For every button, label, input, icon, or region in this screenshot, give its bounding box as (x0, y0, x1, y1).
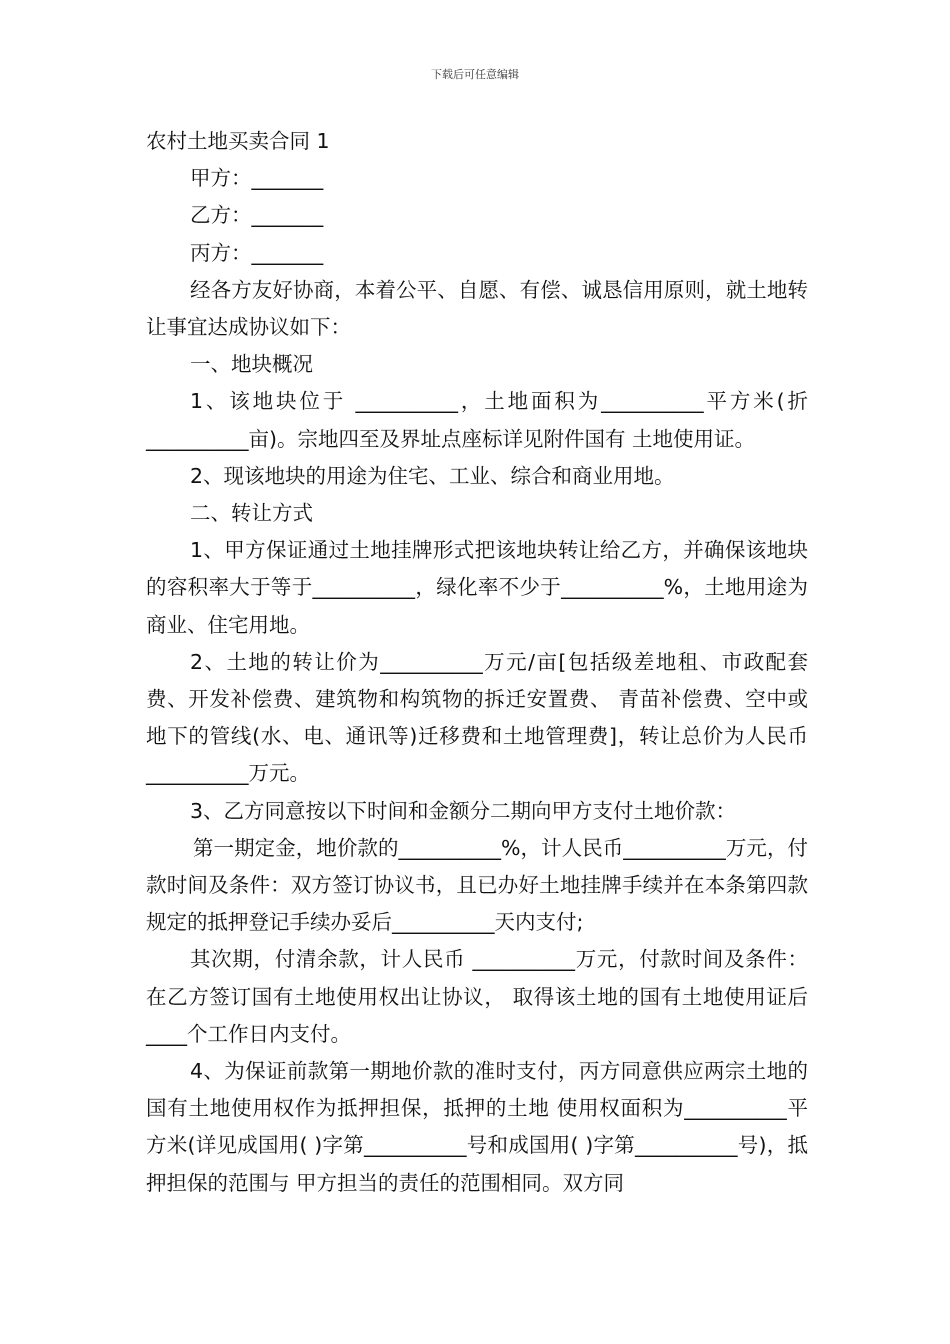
first-payment-paragraph: 第一期定金，地价款的__________%，计人民币__________万元，付款时间及条件：双方签订协议书，且已办好土地挂牌手续并在本条第四款规定的抵押登记手续办妥后__________天内支付; (146, 835, 808, 935)
party-b-line: 乙方：_______ (190, 203, 324, 228)
clause-1-1: 1、该地块位于 __________，土地面积为__________平方米(折__________亩)。宗地四至及界址点座标详见附件国有 土地使用证。 (146, 389, 808, 451)
section-heading-1: 一、地块概况 (190, 352, 313, 377)
header-note: 下载后可任意编辑 (431, 68, 519, 81)
section-heading-2: 二、转让方式 (190, 501, 313, 526)
document-title: 农村土地买卖合同 1 (146, 129, 330, 153)
clause-2-2: 2、土地的转让价为__________万元/亩[包括级差地租、市政配套费、开发补偿费、建筑物和构筑物的拆迁安置费、 青苗补偿费、空中或地下的管线(水、电、通讯等)迁移费和土地管理费]，转让总价为人民币__________万元。 (146, 649, 808, 786)
clause-2-4: 4、为保证前款第一期地价款的准时支付，丙方同意供应两宗土地的国有土地使用权作为抵押担保，抵押的土地 使用权面积为__________平方米(详见成国用( )字第__________号和成国用( )字第__________号)，抵押担保的范围与 甲方担当的责任的范围相同。双方同 (146, 1059, 808, 1195)
document-body (146, 123, 808, 1202)
second-payment-paragraph: 其次期，付清余款，计人民币 __________万元，付款时间及条件：在乙方签订国有土地使用权出让协议， 取得该土地的国有土地使用证后____个工作日内支付。 (146, 947, 808, 1046)
party-c-line: 丙方：_______ (190, 240, 324, 265)
clause-2-3: 3、乙方同意按以下时间和金额分二期向甲方支付土地价款： (190, 798, 737, 823)
clause-2-1: 1、甲方保证通过土地挂牌形式把该地块转让给乙方，并确保该地块的容积率大于等于__________，绿化率不少于__________%，土地用途为商业、住宅用地。 (146, 538, 808, 637)
party-a-line: 甲方：_______ (190, 166, 324, 191)
preamble-paragraph: 经各方友好协商，本着公平、自愿、有偿、诚恳信用原则，就土地转让事宜达成协议如下： (146, 277, 808, 340)
clause-1-2: 2、现该地块的用途为住宅、工业、综合和商业用地。 (190, 463, 675, 488)
